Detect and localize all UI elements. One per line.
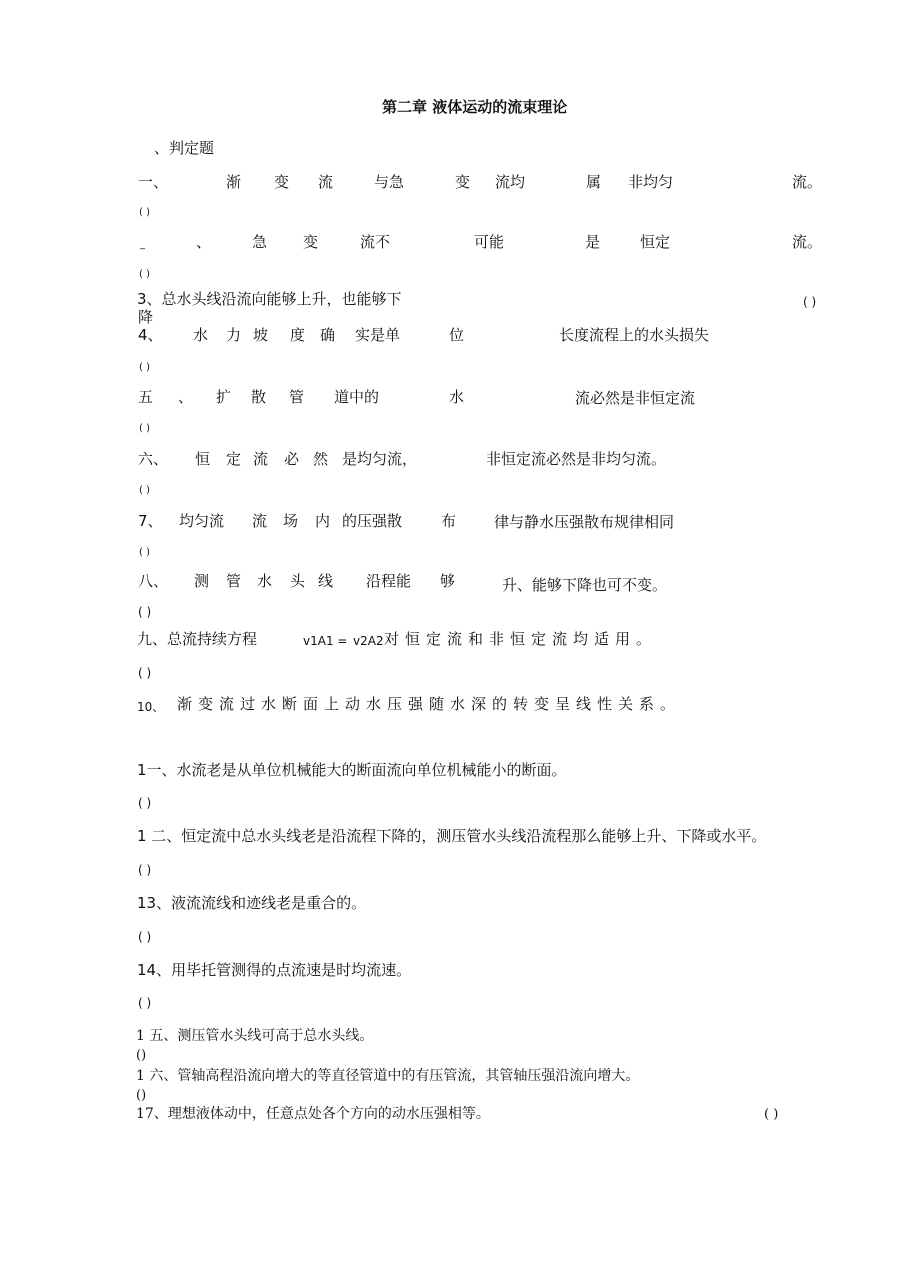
q2-part: 急 [252,233,268,251]
q7-part: 场 [283,512,299,530]
q10-statement: 渐变流过水断面上动水压强随水深的转变呈线性关系。 [177,695,682,713]
q8-part: 够 [440,572,456,590]
q7-part: 的压强散 [342,512,403,530]
q8-part: 升、能够下降也可不变。 [502,576,668,594]
q1-part: 流均 [495,173,526,191]
q4-part: 确 [320,326,336,344]
q4-part: 度 [290,326,306,344]
q2-part: 流不 [360,233,391,251]
q12-text: 1 二、恒定流中总水头线老是沿流程下降的，测压管水头线沿流程那么能够上升、下降或水平。 [137,827,767,845]
q9-statement: 对恒定流和非恒定流均适用。 [384,630,658,648]
q8-part: 头 [290,572,306,590]
q8-part: 管 [226,572,242,590]
q1-answer-paren: ( ) [139,207,150,218]
q11-text: 1一、水流老是从单位机械能大的断面流向单位机械能小的断面。 [137,761,567,779]
q2-part: _ [140,239,145,250]
q9-formula-right: v2A2 [353,634,384,648]
section-heading: 、判定题 [154,139,215,157]
q16-answer-paren: () [136,1088,147,1103]
q9-answer-paren: ( ) [138,666,152,680]
q3-text: 3、总水头线沿流向能够上升，也能够下 [137,290,402,308]
q2-part: 是 [585,233,601,251]
q1-part: 流。 [792,173,823,191]
q15-answer-paren: () [136,1048,147,1063]
q4-part: 4、 [138,326,163,344]
q5-part: 扩 [216,388,232,406]
q7-part: 7、 [138,512,163,530]
q13-answer-paren: ( ) [138,930,152,944]
q2-answer-paren: ( ) [139,269,150,280]
q7-part: 布 [441,512,457,530]
q1-part: 属 [586,173,602,191]
q1-part: 与急 [374,173,405,191]
q1-part: 变 [274,173,290,191]
q4-part: 水 [193,326,209,344]
q5-part: 管 [289,388,305,406]
q1-part: 非均匀 [628,173,674,191]
q6-part: 流 [253,450,269,468]
q5-part: 流必然是非恒定流 [575,389,696,407]
q4-answer-paren: ( ) [139,362,150,373]
q14-text: 14、用毕托管测得的点流速是时均流速。 [137,961,412,979]
q2-part: 可能 [474,233,505,251]
q3-answer-paren: ( ) [803,295,817,309]
q6-answer-paren: ( ) [139,485,150,496]
q16-text: 1 六、管轴高程沿流向增大的等直径管道中的有压管流，其管轴压强沿流向增大。 [136,1068,640,1084]
q4-part: 坡 [253,326,269,344]
q7-part: 均匀流 [179,512,225,530]
q14-answer-paren: ( ) [138,996,152,1010]
q6-part: 是均匀流， [342,450,418,468]
q6-part: 恒 [195,450,211,468]
q8-part: 水 [257,572,273,590]
q1-part: 流 [318,173,334,191]
q8-part: 线 [318,572,334,590]
q5-part: 道中的 [334,388,380,406]
q7-answer-paren: ( ) [139,547,150,558]
q10-number: 10、 [137,700,165,714]
q17-text: 17、理想液体动中，任意点处各个方向的动水压强相等。 [136,1106,490,1122]
q7-part: 流 [252,512,268,530]
q5-answer-paren: ( ) [139,423,150,434]
q12-answer-paren: ( ) [138,863,152,877]
q15-text: 1 五、测压管水头线可高于总水头线。 [136,1028,374,1044]
q8-part: 八、 [138,572,169,590]
q5-part: 五 [138,388,154,406]
q2-part: 、 [196,233,212,251]
q8-part: 测 [194,572,210,590]
q3-overflow-char: 降 [138,308,154,326]
q7-part: 律与静水压强散布规律相同 [494,513,675,531]
q1-part: 一、 [138,173,169,191]
q8-answer-paren: ( ) [138,605,152,619]
q8-part: 沿程能 [366,572,412,590]
q17-answer-paren: ( ) [764,1107,779,1122]
q6-part: 六、 [138,450,169,468]
q13-text: 13、液流流线和迹线老是重合的。 [137,894,367,912]
q11-answer-paren: ( ) [138,796,152,810]
q2-part: 变 [303,233,319,251]
q2-part: 流。 [792,233,823,251]
page-title: 第二章 液体运动的流束理论 [382,98,568,116]
q6-part: 然 [313,450,329,468]
q6-part: 定 [226,450,242,468]
q9-formula-left: v1A1 = [303,634,348,648]
q9-label: 九、总流持续方程 [137,630,258,648]
q6-part: 非恒定流必然是非均匀流。 [486,450,667,468]
q4-part: 实是单 [355,326,401,344]
q1-part: 变 [455,173,471,191]
q2-part: 恒定 [640,233,671,251]
q4-part: 力 [226,326,242,344]
q5-part: 散 [251,388,267,406]
q4-part: 长度流程上的水头损失 [559,326,710,344]
q4-part: 位 [449,326,465,344]
q7-part: 内 [315,512,331,530]
q5-part: 、 [178,388,194,406]
q6-part: 必 [284,450,300,468]
q5-part: 水 [449,388,465,406]
q1-part: 渐 [226,173,242,191]
